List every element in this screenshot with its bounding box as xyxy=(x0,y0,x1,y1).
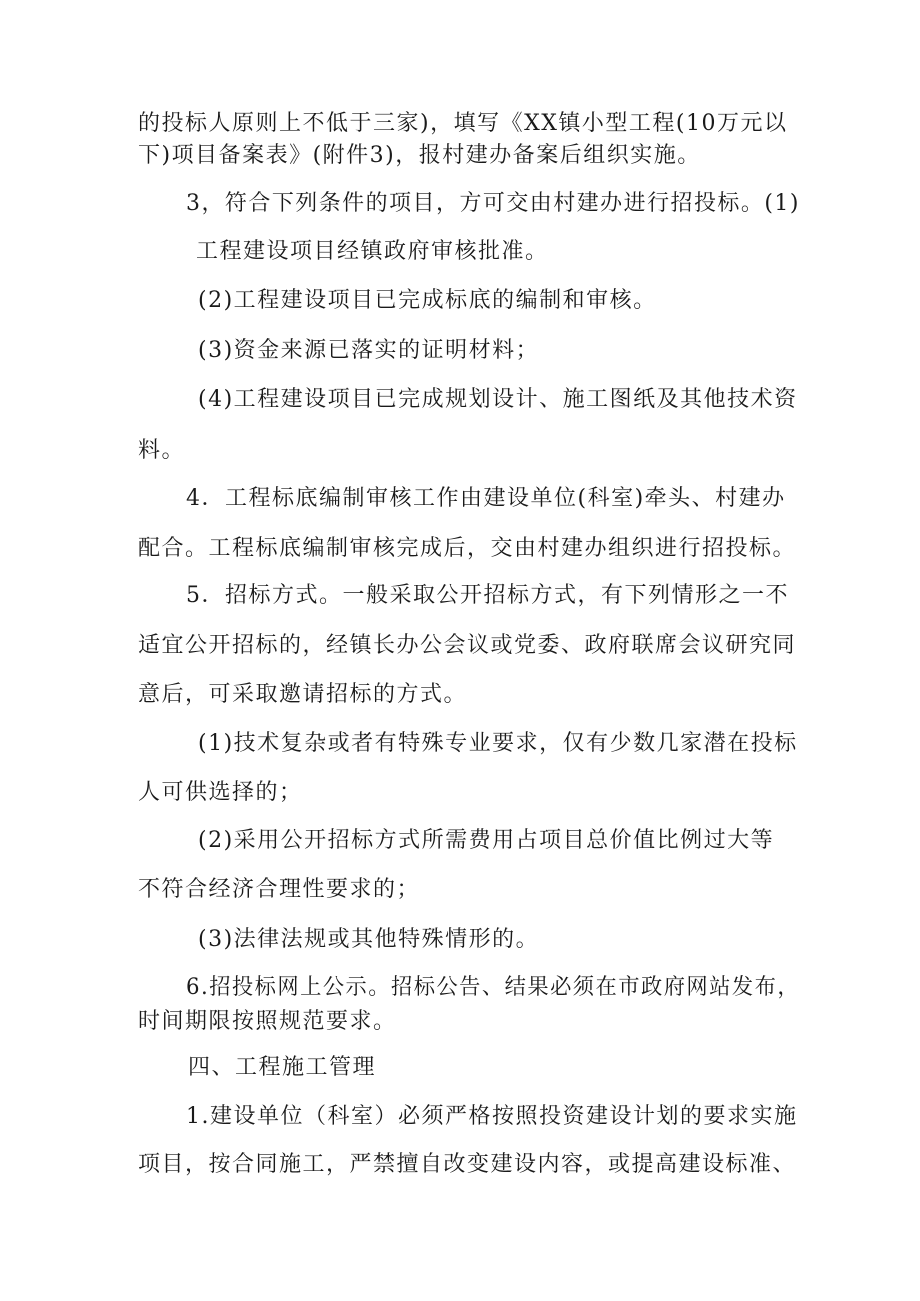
text-line: (1)技术复杂或者有特殊专业要求，仅有少数几家潜在投标 xyxy=(198,731,798,756)
text-line: 配合。工程标底编制审核完成后，交由村建办组织进行招投标。 xyxy=(138,536,797,561)
text-line: 3，符合下列条件的项目，方可交由村建办进行招投标。(1) xyxy=(186,191,800,216)
text-line: (4)工程建设项目已完成规划设计、施工图纸及其他技术资 xyxy=(198,387,798,412)
text-line: (3)资金来源已落实的证明材料； xyxy=(198,338,540,363)
text-line: 工程建设项目经镇政府审核批准。 xyxy=(196,239,549,264)
text-line: 1.建设单位（科室）必须严格按照投资建设计划的要求实施 xyxy=(186,1104,798,1129)
text-line: 4．工程标底编制审核工作由建设单位(科室)牵头、村建办 xyxy=(186,486,786,511)
text-line: 6.招投标网上公示。招标公告、结果必须在市政府网站发布， xyxy=(186,975,801,1000)
text-line: 项目，按合同施工，严禁擅自改变建设内容，或提高建设标准、 xyxy=(138,1152,797,1177)
text-line: (2)采用公开招标方式所需费用占项目总价值比例过大等 xyxy=(198,828,775,853)
section-heading: 四、工程施工管理 xyxy=(188,1055,377,1080)
text-line: 料。 xyxy=(138,438,186,463)
text-line: 时间期限按照规范要求。 xyxy=(138,1009,397,1034)
text-line: (3)法律法规或其他特殊情形的。 xyxy=(198,927,540,952)
text-line: 5．招标方式。一般采取公开招标方式，有下列情形之一不 xyxy=(186,583,789,608)
text-line: 适宜公开招标的，经镇长办公会议或党委、政府联席会议研究同 xyxy=(138,633,797,658)
text-line: (2)工程建设项目已完成标底的编制和审核。 xyxy=(198,288,657,313)
text-line: 的投标人原则上不低于三家)，填写《XX镇小型工程(10万元以 xyxy=(138,111,788,136)
text-line: 人可供选择的； xyxy=(138,780,303,805)
text-line: 下)项目备案表》(附件3)，报村建办备案后组织实施。 xyxy=(138,143,701,168)
text-line: 意后，可采取邀请招标的方式。 xyxy=(138,682,468,707)
text-line: 不符合经济合理性要求的； xyxy=(138,877,421,902)
